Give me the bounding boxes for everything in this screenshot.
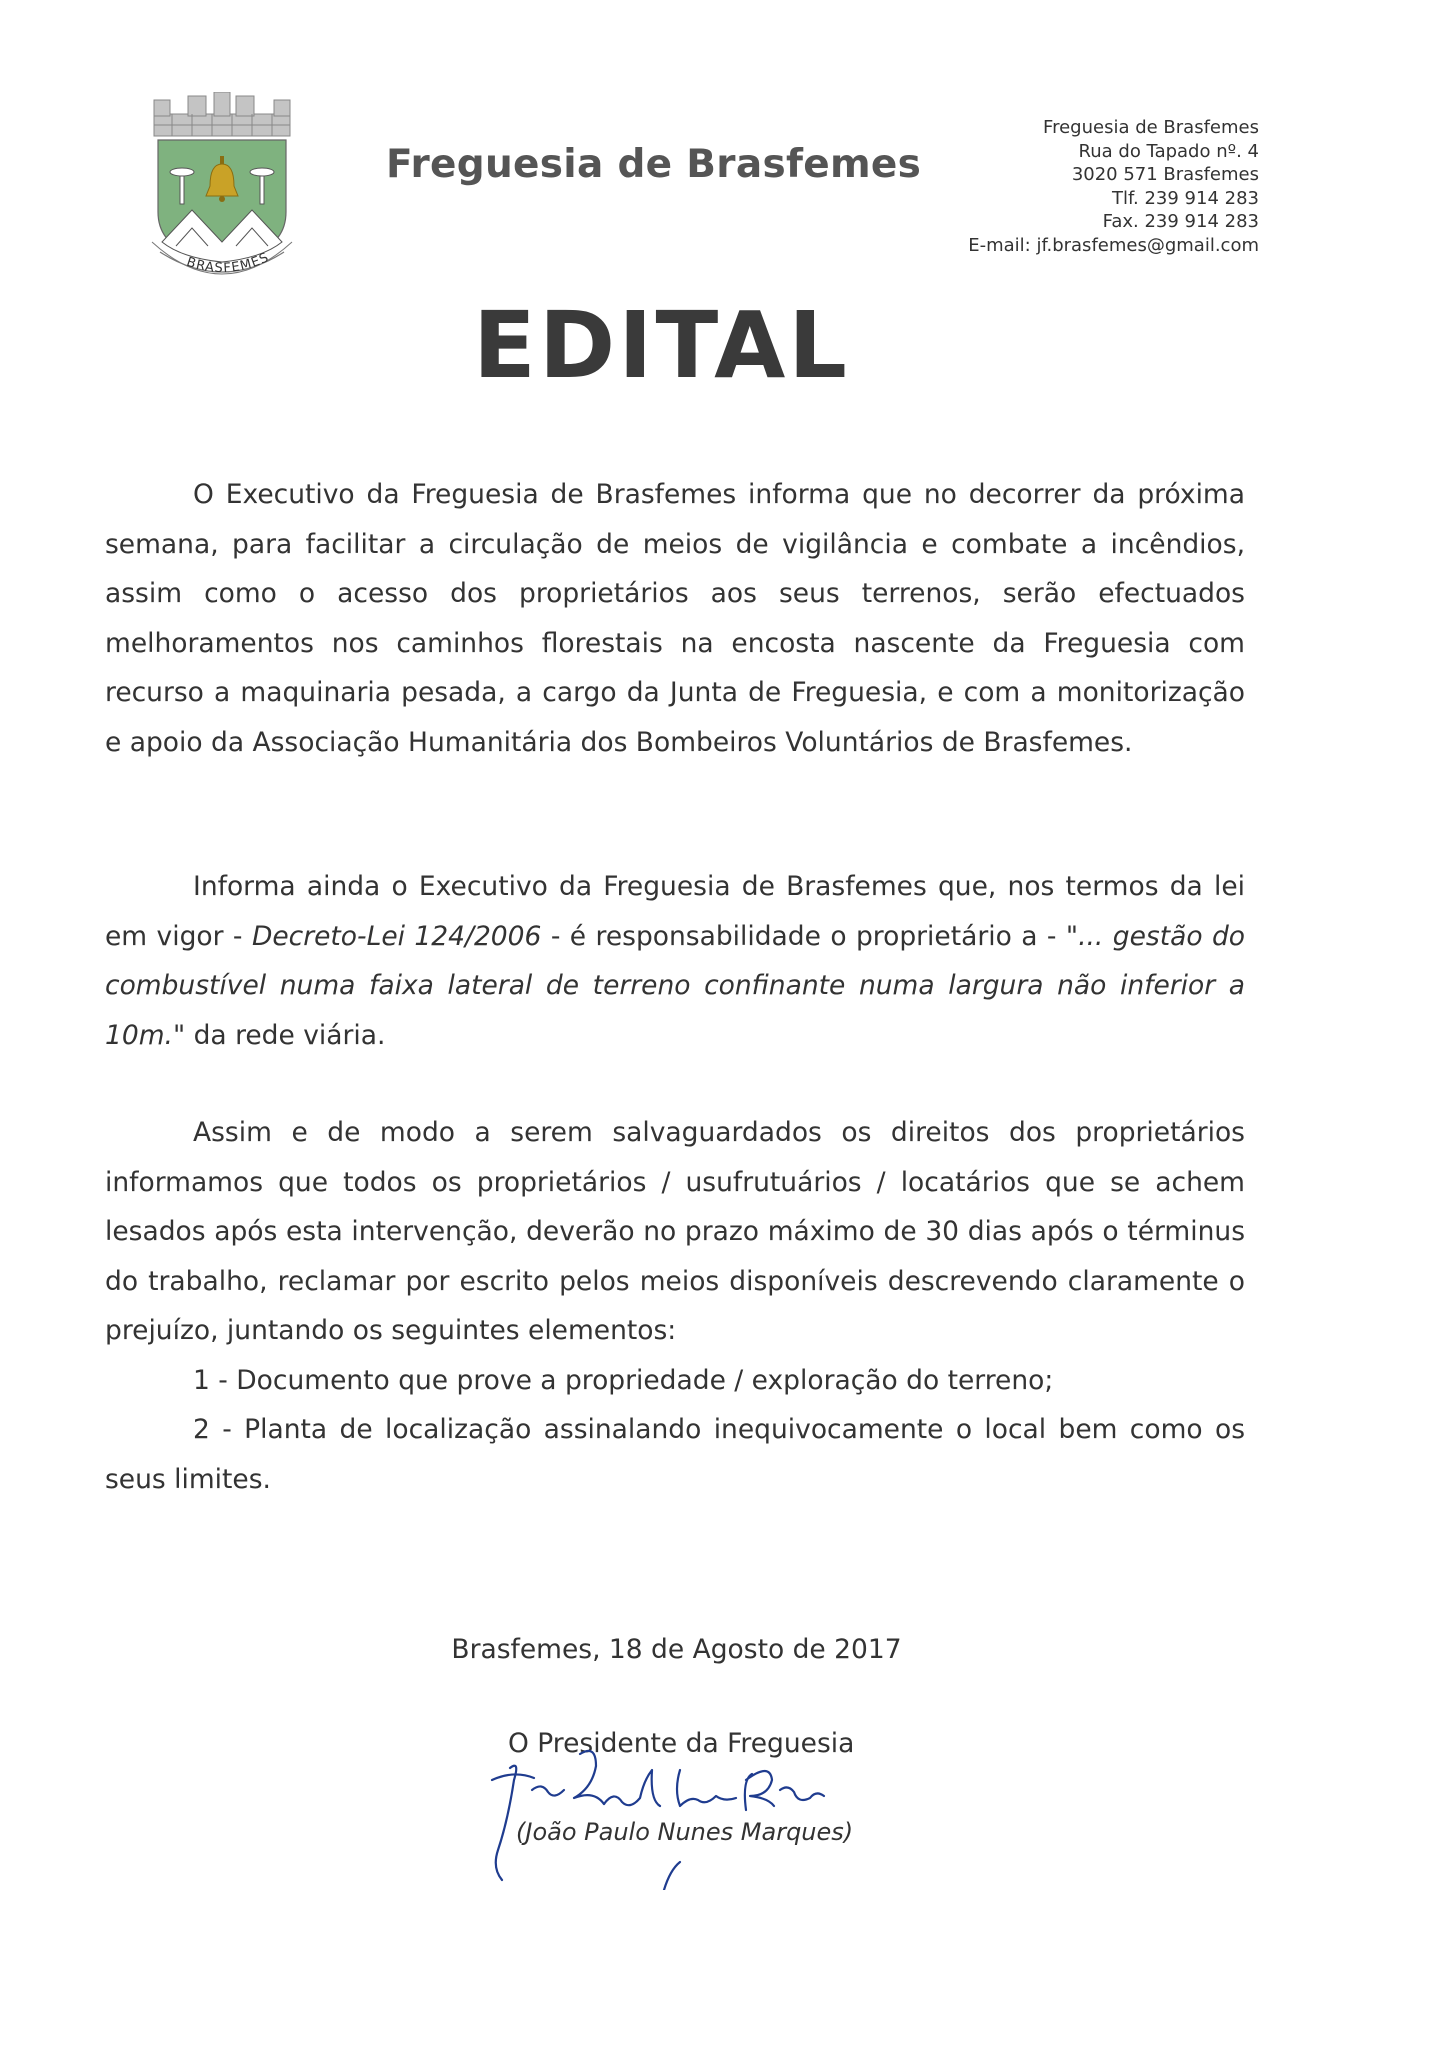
paragraph-1-text: O Executivo da Freguesia de Brasfemes informa que no decorrer da próxima semana, para facilitar a circulação de meios de vigilância e combate a incêndios, assim como o acesso dos proprietários aos seus terrenos, serão efectuados melhoramentos nos caminhos florestais na encosta nascente da Freguesia com recurso a maquinaria pesada, a cargo da Junta de Freguesia, e com a monitorização e apoio da Associação Humanitária dos Bombeiros Voluntários de Brasfemes.	[105, 479, 1245, 758]
handwritten-signature-icon	[484, 1740, 914, 1890]
parish-coat-of-arms-icon	[132, 92, 312, 288]
paragraph-1	[105, 470, 1245, 767]
paragraph-2-middle: - é responsabilidade o proprietário a -	[541, 920, 1066, 952]
list-item: 1 - Documento que prove a propriedade / exploração do terreno;	[193, 1364, 1054, 1396]
paragraph-2-intro: Informa ainda o Executivo da Freguesia de Brasfemes que, nos termos da lei em vigor -	[105, 871, 1245, 952]
contact-phone: Tlf. 239 914 283	[1112, 187, 1259, 209]
document-title: EDITAL	[473, 292, 850, 399]
contact-address: Rua do Tapado nº. 4	[1078, 140, 1259, 162]
law-quote: "... gestão do combustível numa faixa lateral de terreno confinante numa largura não inferior a 10m."	[105, 920, 1245, 1051]
signatory-role: O Presidente da Freguesia	[508, 1728, 855, 1759]
paragraph-2-text	[105, 862, 1245, 1060]
law-reference: Decreto-Lei 124/2006	[251, 920, 542, 952]
contact-email: E-mail: jf.brasfemes@gmail.com	[968, 234, 1259, 256]
crest-motto: BRASFEMES	[184, 250, 272, 277]
contact-fax: Fax. 239 914 283	[1102, 211, 1259, 232]
paragraph-3	[105, 1108, 1245, 1504]
contact-postcode: 3020 571 Brasfemes	[1071, 164, 1259, 185]
paragraph-3-text: Assim e de modo a serem salvaguardados os direitos dos proprietários informamos que todos os proprietários / usufrutuários / locatários que se achem lesados após esta intervenção, deverão no prazo máximo de 30 dias após o términus do trabalho, reclamar por escrito pelos meios disponíveis descrevendo claramente o prejuízo, juntando os seguintes elementos:	[105, 1117, 1245, 1346]
signatory-name: (João Paulo Nunes Marques)	[516, 1818, 854, 1846]
contact-name: Freguesia de Brasfemes	[1043, 117, 1259, 138]
contact-block	[839, 116, 1259, 257]
paragraph-2-end: da rede viária.	[185, 1019, 386, 1051]
document-date: Brasfemes, 18 de Agosto de 2017	[451, 1634, 902, 1665]
paragraph-2	[105, 862, 1245, 1060]
parish-name-heading: Freguesia de Brasfemes	[386, 142, 922, 187]
list-item: 2 - Planta de localização assinalando inequivocamente o local bem como os seus limites.	[105, 1414, 1245, 1495]
